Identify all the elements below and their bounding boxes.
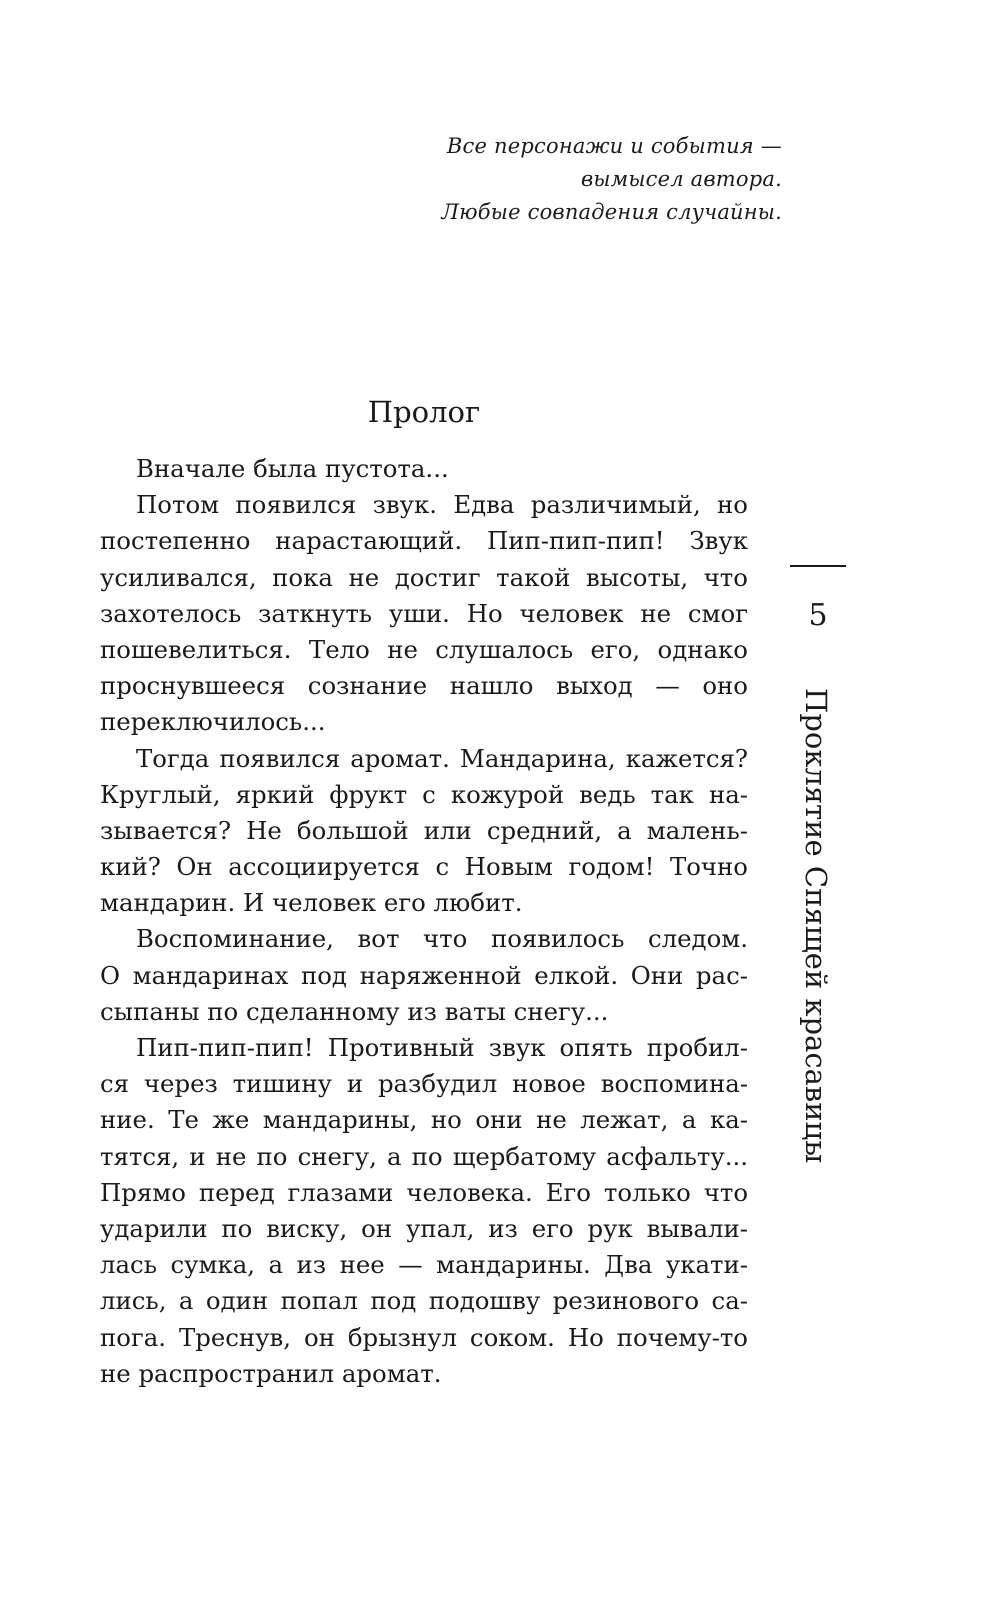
page-number: 5	[808, 598, 828, 633]
text-line: Пип-пип-пип! Противный звук опять пробил-	[136, 1033, 748, 1062]
text-line: лись, а один попал под подошву резинового са-	[100, 1286, 748, 1316]
text-line: мандарин. И человек его любит.	[100, 888, 523, 918]
text-line: зывается? Не большой или средний, а малень-	[100, 815, 748, 845]
chapter-title: Пролог	[367, 395, 481, 429]
text-line: ударили по виску, он упал, из его рук вывали-	[100, 1213, 748, 1243]
text-line: Потом появился звук. Едва различимый, но	[136, 490, 748, 520]
text-line: ние. Те же мандарины, но они не лежат, а ка-	[100, 1105, 748, 1135]
text-line: переключилось...	[100, 707, 326, 737]
text-line: пога. Треснув, он брызнул соком. Но почему-то	[100, 1322, 748, 1352]
text-line: кий? Он ассоциируется с Новым годом! Точно	[100, 852, 748, 882]
text-line: Воспоминание, вот что появилось следом.	[136, 924, 748, 954]
margin-rule	[790, 565, 846, 567]
text-line: сыпаны по сделанному из ваты снегу...	[100, 996, 609, 1026]
text-line: Тогда появился аромат. Мандарина, кажется?	[136, 743, 748, 773]
epigraph	[322, 130, 782, 229]
text-line: проснувшееся сознание нашло выход — оно	[100, 671, 748, 701]
text-line: тятся, и не по снегу, а по щербатому асфальту...	[100, 1141, 748, 1171]
text-line: постепенно нарастающий. Пип-пип-пип! Звук	[100, 526, 748, 556]
running-title: Проклятие Спящей красавицы	[799, 688, 833, 1164]
text-line: Прямо перед глазами человека. Его только что	[100, 1177, 748, 1207]
text-line: не распространил аромат.	[100, 1358, 442, 1388]
epigraph-line: Любые совпадения случайны.	[441, 200, 782, 224]
body-text	[100, 451, 748, 1392]
text-line: О мандаринах под наряженной елкой. Они рас-	[100, 960, 748, 990]
text-line: Вначале была пустота...	[136, 454, 449, 483]
text-line: захотелось заткнуть уши. Но человек не смог	[100, 598, 748, 628]
text-line: пошевелиться. Тело не слушалось его, однако	[100, 634, 748, 664]
text-line: ся через тишину и разбудил новое воспомина-	[100, 1069, 748, 1099]
epigraph-line: Все персонажи и события —	[446, 134, 782, 158]
text-line: Круглый, яркий фрукт с кожурой ведь так на-	[100, 779, 748, 809]
text-line: лась сумка, а из нее — мандарины. Два укати-	[100, 1250, 748, 1280]
epigraph-line: вымысел автора.	[580, 167, 782, 191]
text-line: усиливался, пока не достиг такой высоты, что	[100, 562, 748, 592]
